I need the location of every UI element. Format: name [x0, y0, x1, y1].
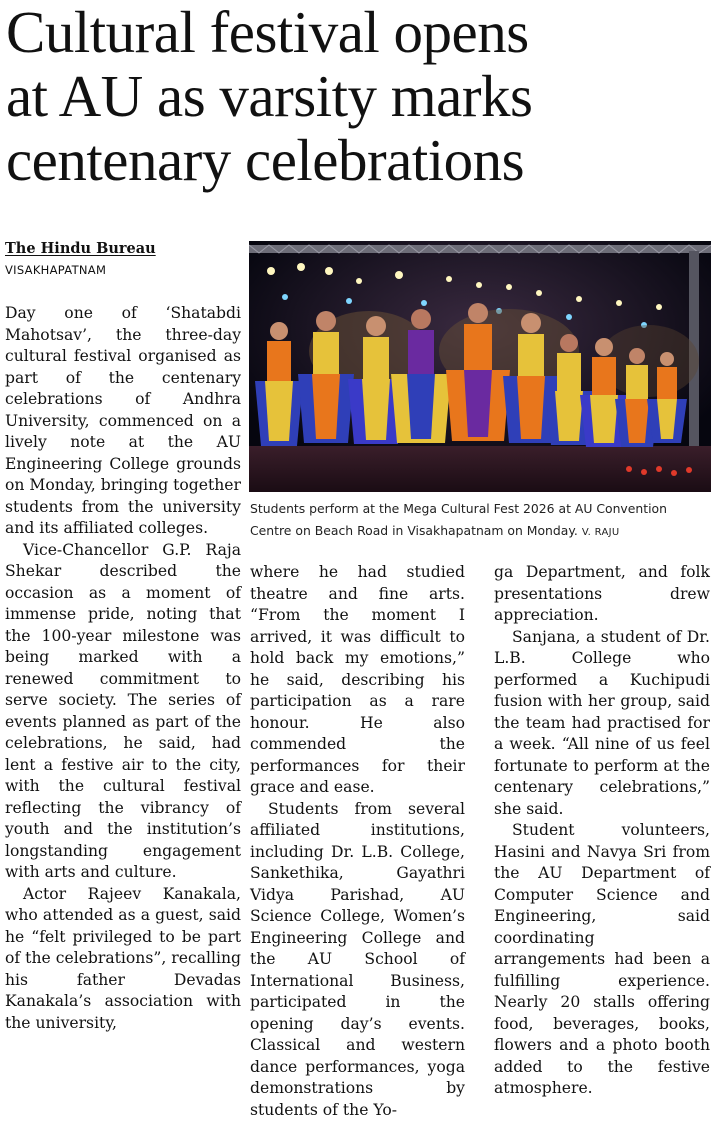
- headline: [6, 0, 712, 192]
- photo-credit: V. RAJU: [582, 527, 620, 538]
- news-photo: [249, 241, 711, 492]
- paragraph-3: Actor Rajeev Kanakala, who attended as a guest, said he “felt privileged to be part of the celebrations”, recalling his father Devadas Kanakala’s association with the university,: [5, 884, 241, 1035]
- paragraph-1: Day one of ‘Shatabdi Mahotsav’, the three-day cultural festival organised as part of the centenary celebrations of Andhra University, commenced on a lively note at the AU Engineering College grounds on Monday, bringing together students from the university and its affiliated colleges.: [5, 303, 241, 540]
- paragraph-6: Student volunteers, Hasini and Navya Sri from the AU Department of Computer Science and Engineering, said coordinating arrangements had been a fulfilling experience. Nearly 20 stalls offering food, beverages, books, flowers and a photo booth added to the festive atmosphere.: [494, 820, 710, 1100]
- photo-caption: [250, 498, 712, 544]
- paragraph-3-continued: where he had studied theatre and fine arts. “From the moment I arrived, it was difficult to hold back my emotions,” he said, describing his participation as a rare honour. He also commended the performances for their grace and ease.: [250, 562, 465, 799]
- article-column-2: [250, 562, 465, 1121]
- caption-text-1: Students perform at the Mega Cultural Fest 2026 at AU Convention: [250, 501, 667, 516]
- dateline: VISAKHAPATNAM: [5, 263, 241, 277]
- paragraph-5: Sanjana, a student of Dr. L.B. College who performed a Kuchipudi fusion with her group, said the team had practised for a week. “All nine of us feel fortunate to perform at the centenary celebrations,” she said.: [494, 627, 710, 821]
- dance-performance-photo: [249, 241, 711, 492]
- article-column-1: [5, 303, 241, 1034]
- byline: The Hindu Bureau: [5, 240, 241, 257]
- headline-line-2: at AU as varsity marks: [6, 64, 712, 128]
- paragraph-2: Vice-Chancellor G.P. Raja Shekar described the occasion as a moment of immense pride, noting that the 100-year milestone was being marked with a renewed commitment to serve society. The series of events planned as part of the celebrations, he said, had lent a festive air to the city, with the cultural festival reflecting the vibrancy of youth and the institution’s longstanding engagement with arts and culture.: [5, 540, 241, 884]
- paragraph-4-continued: ga Department, and folk presentations drew appreciation.: [494, 562, 710, 627]
- article-column-3: [494, 562, 710, 1100]
- headline-line-3: centenary celebrations: [6, 128, 712, 192]
- headline-line-1: Cultural festival opens: [6, 0, 712, 64]
- caption-text-2: Centre on Beach Road in Visakhapatnam on Monday.: [250, 523, 578, 538]
- paragraph-4: Students from several affiliated institutions, including Dr. L.B. College, Sankethika, Gayathri Vidya Parishad, AU Science College, Women’s Engineering College and the AU School of International Business, participated in the opening day’s events. Classical and western dance performances, yoga demonstrations by students of the Yo-: [250, 799, 465, 1121]
